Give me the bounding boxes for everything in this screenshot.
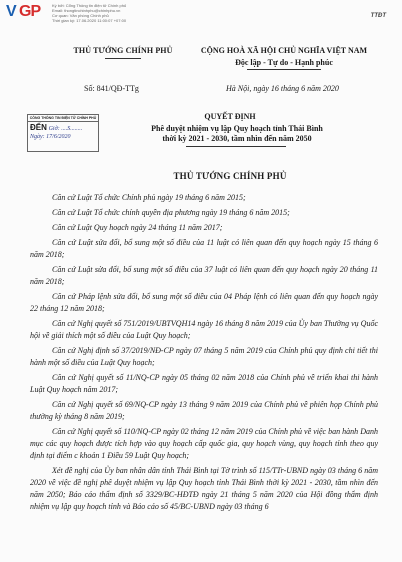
signature-line: Thời gian ký: 17.06.2020 11:00:07 +07:00 <box>52 18 127 23</box>
stamp-date: Ngày: 17/6/2020 <box>30 134 71 140</box>
divider <box>186 146 286 147</box>
vgp-logo <box>6 3 50 21</box>
stamp-den-label: ĐẾN <box>30 123 47 132</box>
digital-signature-info <box>52 3 192 23</box>
legal-basis-paragraph: Căn cứ Pháp lệnh sửa đổi, bổ sung một số điều của 04 Pháp lệnh có liên quan đến quy hoạch ngày 22 tháng 12 năm 2018; <box>30 292 378 313</box>
decision-subtitle: thời kỳ 2021 - 2030, tầm nhìn đến năm 2050 <box>162 134 312 143</box>
document-body <box>30 192 378 516</box>
received-stamp <box>27 114 99 152</box>
national-name: CỘNG HOÀ XÃ HỘI CHỦ NGHĨA VIỆT NAM <box>200 46 368 55</box>
stamp-time: Giờ: ....S........ <box>48 126 83 132</box>
national-motto: Độc lập - Tự do - Hạnh phúc <box>235 58 333 67</box>
legal-basis-paragraph: Căn cứ Luật Tổ chức Chính phủ ngày 19 tháng 6 năm 2015; <box>52 193 246 202</box>
divider <box>247 69 321 70</box>
decision-title: QUYẾT ĐỊNH <box>204 112 256 121</box>
signature-line: Ký bởi: Cổng Thông tin điện tử Chính phủ <box>52 3 127 8</box>
header-right <box>196 46 372 70</box>
legal-basis-paragraph: Căn cứ Nghị quyết số 11/NQ-CP ngày 05 tháng 02 năm 2018 của Chính phủ về triển khai thi hành Luật Quy hoạch năm 2017; <box>30 373 378 394</box>
legal-basis-paragraph: Căn cứ Nghị quyết số 69/NQ-CP ngày 13 tháng 9 năm 2019 của Chính phủ về phiên họp Chính phủ thường kỳ tháng 8 năm 2019; <box>30 400 378 421</box>
legal-basis-paragraph: Căn cứ Luật sửa đổi, bổ sung một số điều của 11 luật có liên quan đến quy hoạch ngày 15 tháng 6 năm 2018; <box>30 238 378 259</box>
legal-basis-paragraph: Căn cứ Nghị định số 37/2019/NĐ-CP ngày 07 tháng 5 năm 2019 của Chính phủ quy định chi tiết thi hành một số điều của Luật Quy hoạch; <box>30 346 378 367</box>
issuing-authority: THỦ TƯỚNG CHÍNH PHỦ <box>73 46 173 55</box>
divider <box>105 58 141 59</box>
logo-letter-v: V <box>6 3 16 20</box>
issuer-heading: THỦ TƯỚNG CHÍNH PHỦ <box>173 171 287 181</box>
legal-basis-paragraph: Căn cứ Nghị quyết số 751/2019/UBTVQH14 ngày 16 tháng 8 năm 2019 của Ủy ban Thường vụ Quốc hội về giải thích một số điều của Luật Quy hoạch; <box>30 319 378 340</box>
signature-line: Cơ quan: Văn phòng Chính phủ <box>52 13 109 18</box>
header-left <box>58 46 188 59</box>
stamp-title: CÔNG THÔNG TIN ĐIỆN TỬ CHÍNH PHỦ <box>29 116 97 120</box>
legal-basis-paragraph: Căn cứ Nghị quyết số 110/NQ-CP ngày 02 tháng 12 năm 2019 của Chính phủ về việc ban hành Danh mục các quy hoạch được tích hợp vào quy hoạch cấp quốc gia, quy hoạch vùng, quy hoạch tỉnh theo quy định tại điểm c khoản 1 Điều 59 Luật Quy hoạch; <box>30 427 378 460</box>
legal-basis-paragraph: Căn cứ Luật sửa đổi, bổ sung một số điều của 37 luật có liên quan đến quy hoạch ngày 20 tháng 11 năm 2018; <box>30 265 378 286</box>
document-number: Số: 841/QĐ-TTg <box>84 84 139 93</box>
legal-basis-paragraph: Căn cứ Luật Tổ chức chính quyền địa phương ngày 19 tháng 6 năm 2015; <box>52 208 290 217</box>
proposal-paragraph: Xét đề nghị của Ủy ban nhân dân tỉnh Thái Bình tại Tờ trình số 115/TTr-UBND ngày 03 tháng 6 năm 2020 về việc đề nghị phê duyệt nhiệm vụ lập Quy hoạch tỉnh Thái Bình thời kỳ 2021 - 2030, tầm nhìn đến năm 2050; Báo cáo thẩm định số 3329/BC-HĐTĐ ngày 21 tháng 5 năm 2020 của Hội đồng thẩm định nhiệm vụ lập quy hoạch tỉnh và Báo cáo số 45/BC-UBND ngày 03 tháng 6 <box>30 466 378 511</box>
logo-letters-gp: GP <box>19 3 41 20</box>
decision-subtitle: Phê duyệt nhiệm vụ lập Quy hoạch tỉnh Thái Bình <box>151 124 323 133</box>
document-date: Hà Nội, ngày 16 tháng 6 năm 2020 <box>226 84 339 93</box>
corner-mark: TTĐT <box>370 13 386 19</box>
signature-line: Email: thongtinchinhphu@chinhphu.vn <box>52 8 121 13</box>
legal-basis-paragraph: Căn cứ Luật Quy hoạch ngày 24 tháng 11 năm 2017; <box>52 223 223 232</box>
